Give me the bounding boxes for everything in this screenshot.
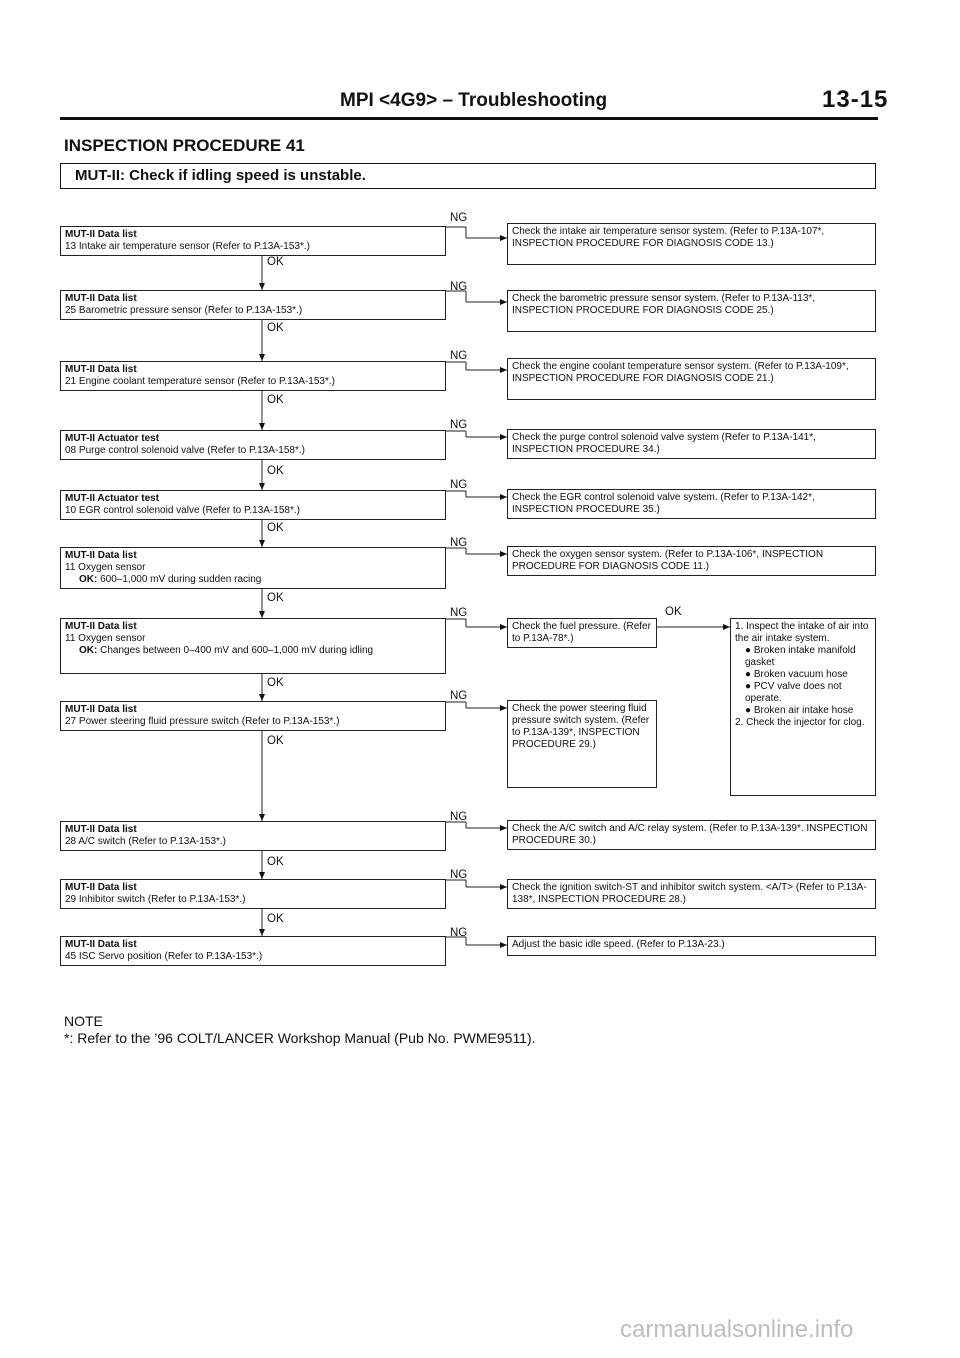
result-box-fuel-pressure: Check the fuel pressure. (Refer to P.13A-78*.) — [507, 618, 657, 648]
step-ok-line — [65, 574, 441, 586]
ok-label: OK — [267, 592, 284, 604]
ok-label: OK — [267, 913, 284, 925]
step-heading: MUT-II Data list — [65, 939, 137, 950]
step-box-7 — [60, 618, 446, 674]
step-heading: MUT-II Data list — [65, 824, 137, 835]
inspect-bullet-text: Broken intake manifold gasket — [745, 645, 856, 668]
step-heading: MUT-II Data list — [65, 621, 137, 632]
page-header-title: MPI <4G9> – Troubleshooting — [340, 90, 608, 111]
arrow-head — [500, 825, 507, 831]
procedure-title: INSPECTION PROCEDURE 41 — [64, 136, 305, 155]
arrow-head — [500, 705, 507, 711]
step-heading: MUT-II Data list — [65, 882, 137, 893]
inspect-item-2: 2. Check the injector for clog. — [735, 717, 865, 728]
step-body: 45 ISC Servo position (Refer to P.13A-153*.) — [65, 951, 263, 962]
step-box-9 — [60, 821, 446, 851]
ok-label-fuel: OK — [665, 606, 682, 618]
arrow-head — [259, 929, 265, 936]
arrow-head — [259, 872, 265, 879]
arrow-head — [500, 367, 507, 373]
step-body: 13 Intake air temperature sensor (Refer to P.13A-153*.) — [65, 241, 310, 252]
ng-label: NG — [450, 537, 468, 549]
inspect-bullet: ● Broken air intake hose — [745, 705, 854, 716]
arrow-head — [259, 354, 265, 361]
ng-label: NG — [450, 350, 468, 362]
arrow-head — [500, 942, 507, 948]
step-box-2 — [60, 290, 446, 320]
result-box-3: Check the engine coolant temperature sensor system. (Refer to P.13A-109*, INSPECTION PROCEDURE FOR DIAGNOSIS CODE 21.) — [507, 358, 876, 400]
arrow-head — [259, 423, 265, 430]
arrow-head — [723, 624, 730, 630]
result-box-9: Check the A/C switch and A/C relay system. (Refer to P.13A-139*. INSPECTION PROCEDURE 30.) — [507, 820, 876, 850]
step-body: 28 A/C switch (Refer to P.13A-153*.) — [65, 836, 227, 847]
banner-text: Check if idling speed is unstable. — [129, 167, 366, 184]
result-box-6: Check the oxygen sensor system. (Refer to P.13A-106*, INSPECTION PROCEDURE FOR DIAGNOSIS CODE 11.) — [507, 546, 876, 576]
arrow-head — [259, 483, 265, 490]
step-body: 08 Purge control solenoid valve (Refer to P.13A-158*.) — [65, 445, 305, 456]
step-body: 10 EGR control solenoid valve (Refer to P.13A-158*.) — [65, 505, 300, 516]
inspect-bullet: ● Broken vacuum hose — [745, 669, 848, 680]
inspect-box — [730, 618, 876, 796]
arrow-head — [259, 540, 265, 547]
step-heading: MUT-II Data list — [65, 550, 137, 561]
page-number: 13-15 — [822, 86, 889, 113]
arrow-head — [500, 884, 507, 890]
step-box-8 — [60, 701, 446, 731]
step-box-4 — [60, 430, 446, 460]
step-heading: MUT-II Data list — [65, 704, 137, 715]
inspect-bullet-text: Broken vacuum hose — [753, 669, 848, 680]
arrow-head — [259, 694, 265, 701]
step-body: 25 Barometric pressure sensor (Refer to P.13A-153*.) — [65, 305, 303, 316]
arrow-head — [500, 551, 507, 557]
arrow-head — [500, 494, 507, 500]
ok-label: OK — [267, 856, 284, 868]
ok-label: OK — [267, 677, 284, 689]
arrow-head — [259, 814, 265, 821]
banner-prefix: MUT-II: — [75, 167, 130, 184]
ng-label: NG — [450, 212, 468, 224]
result-box-11: Adjust the basic idle speed. (Refer to P.13A-23.) — [507, 936, 876, 956]
result-box-5: Check the EGR control solenoid valve system. (Refer to P.13A-142*, INSPECTION PROCEDURE 35.) — [507, 489, 876, 519]
ok-criteria-label: OK: — [79, 645, 98, 656]
step-heading: MUT-II Data list — [65, 229, 137, 240]
step-box-10 — [60, 879, 446, 909]
arrow-head — [259, 611, 265, 618]
step-body: 11 Oxygen sensor — [65, 633, 146, 644]
inspect-bullet: ● PCV valve does not operate. — [745, 681, 842, 704]
arrow-head — [500, 624, 507, 630]
step-body: 27 Power steering fluid pressure switch (Refer to P.13A-153*.) — [65, 716, 340, 727]
note-text: *: Refer to the ’96 COLT/LANCER Workshop Manual (Pub No. PWME9511). — [64, 1030, 536, 1046]
ok-criteria: Changes between 0–400 mV and 600–1,000 mV during idling — [100, 645, 374, 656]
step-body: 21 Engine coolant temperature sensor (Refer to P.13A-153*.) — [65, 376, 335, 387]
result-box-10: Check the ignition switch-ST and inhibitor switch system. <A/T> (Refer to P.13A-138*, INSPECTION PROCEDURE 28.) — [507, 879, 876, 909]
ng-label: NG — [450, 927, 468, 939]
ng-label: NG — [450, 811, 468, 823]
ng-label: NG — [450, 869, 468, 881]
arrow-head — [500, 235, 507, 241]
ok-criteria: 600–1,000 mV during sudden racing — [100, 574, 262, 585]
ng-label: NG — [450, 690, 468, 702]
watermark: carmanualsonline.info — [620, 1316, 854, 1343]
ok-criteria-label: OK: — [79, 574, 98, 585]
result-box-power-steering: Check the power steering fluid pressure switch system. (Refer to P.13A-139*, INSPECTION PROCEDURE 29.) — [507, 700, 657, 788]
step-body: 29 Inhibitor switch (Refer to P.13A-153*.) — [65, 894, 246, 905]
step-box-1 — [60, 226, 446, 256]
arrow-head — [259, 283, 265, 290]
step-box-6 — [60, 547, 446, 589]
ng-label: NG — [450, 281, 468, 293]
result-box-2: Check the barometric pressure sensor system. (Refer to P.13A-113*, INSPECTION PROCEDURE FOR DIAGNOSIS CODE 25.) — [507, 290, 876, 332]
step-heading: MUT-II Data list — [65, 293, 137, 304]
ng-label: NG — [450, 479, 468, 491]
arrow-head — [500, 299, 507, 305]
inspect-bullet-text: Broken air intake hose — [753, 705, 854, 716]
step-heading: MUT-II Actuator test — [65, 433, 160, 444]
step-box-3 — [60, 361, 446, 391]
result-box-4: Check the purge control solenoid valve system (Refer to P.13A-141*, INSPECTION PROCEDURE 34.) — [507, 429, 876, 459]
inspect-item-1: 1. Inspect the intake of air into the air intake system. — [735, 621, 869, 644]
step-heading: MUT-II Data list — [65, 364, 137, 375]
ok-label: OK — [267, 256, 284, 268]
note-title: NOTE — [64, 1013, 103, 1029]
step-box-5 — [60, 490, 446, 520]
step-body: 11 Oxygen sensor — [65, 562, 146, 573]
ng-label: NG — [450, 607, 468, 619]
step-heading: MUT-II Actuator test — [65, 493, 160, 504]
step-ok-line — [65, 645, 441, 657]
ng-label: NG — [450, 419, 468, 431]
inspect-bullet-text: PCV valve does not operate. — [745, 681, 842, 704]
ok-label: OK — [267, 465, 284, 477]
step-box-11 — [60, 936, 446, 966]
result-box-1: Check the intake air temperature sensor system. (Refer to P.13A-107*, INSPECTION PROCEDURE FOR DIAGNOSIS CODE 13.) — [507, 223, 876, 265]
arrow-head — [500, 434, 507, 440]
inspect-bullet: ● Broken intake manifold gasket — [745, 645, 856, 668]
ok-label: OK — [267, 394, 284, 406]
ok-label: OK — [267, 735, 284, 747]
ok-label: OK — [267, 522, 284, 534]
ok-label: OK — [267, 322, 284, 334]
